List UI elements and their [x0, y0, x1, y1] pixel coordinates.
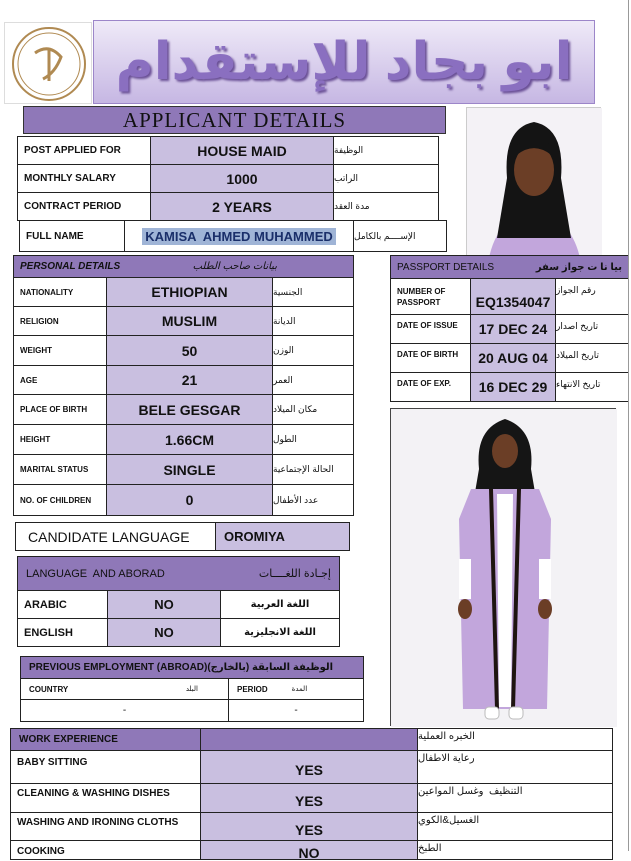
full-name-label: FULL NAME: [19, 220, 125, 252]
personal-details-title: PERSONAL DETAILS: [20, 261, 121, 272]
personal-details-header: [13, 255, 354, 278]
full-name-value: KAMISA AHMED MUHAMMED: [142, 228, 336, 245]
cooking-label-ar: الطبخ: [417, 840, 613, 860]
age-value: 21: [106, 365, 273, 395]
country-label: COUNTRY: [29, 684, 69, 694]
marital-status-label-ar: الحالة الإجتماعية: [272, 454, 354, 485]
place-of-birth-label-ar: مكان الميلاد: [272, 394, 354, 425]
period-value: -: [228, 699, 364, 722]
height-value: 1.66CM: [106, 424, 273, 455]
baby-sitting-label: BABY SITTING: [10, 750, 201, 784]
height-label: HEIGHT: [13, 424, 107, 455]
employment-header: [20, 656, 364, 679]
weight-value: 50: [106, 335, 273, 366]
cleaning-label-ar: التنظيف وغسل المواعين: [417, 783, 613, 813]
post-label: POST APPLIED FOR: [17, 136, 151, 165]
nationality-label-ar: الجنسية: [272, 277, 354, 307]
english-value: NO: [107, 618, 221, 647]
passport-dob-label-ar: تاريخ الميلاد: [555, 343, 629, 373]
passport-dob-value: 20 AUG 04: [470, 343, 556, 373]
passport-number-label: NUMBER OF PASSPORT: [390, 278, 471, 315]
company-name: ابو بجاد للإستقدام: [115, 33, 573, 91]
work-experience-title-ar: الخبره العملية: [417, 728, 613, 751]
contract-label-ar: مدة العقد: [333, 192, 439, 221]
date-of-expiry-label: DATE OF EXP.: [390, 372, 471, 402]
date-of-issue-label-ar: تاريخ اصدار: [555, 314, 629, 344]
work-experience-header-mid: [200, 728, 418, 751]
passport-details-header: [390, 255, 629, 279]
place-of-birth-value: BELE GESGAR: [106, 394, 273, 425]
marital-status-label: MARITAL STATUS: [13, 454, 107, 485]
cleaning-label: CLEANING & WASHING DISHES: [10, 783, 201, 813]
weight-label: WEIGHT: [13, 335, 107, 366]
arabic-label-ar: اللغة العربية: [220, 590, 340, 619]
washing-ironing-label: WASHING AND IRONING CLOTHS: [10, 812, 201, 841]
baby-sitting-value: YES: [200, 750, 418, 784]
applicant-portrait-photo: [466, 107, 601, 257]
post-label-ar: الوظيفة: [333, 136, 439, 165]
section-title-bar: [23, 106, 446, 134]
country-label-ar: البلد: [185, 686, 198, 693]
work-experience-title: WORK EXPERIENCE: [10, 728, 201, 751]
passport-dob-label: DATE OF BIRTH: [390, 343, 471, 373]
employment-title: PREVIOUS EMPLOYMENT (ABROAD)(بالخارج) الوظيفة السابقة: [29, 662, 334, 673]
age-label-ar: العمر: [272, 365, 354, 395]
weight-label-ar: الوزن: [272, 335, 354, 366]
contract-value: 2 YEARS: [150, 192, 334, 221]
candidate-language-label: CANDIDATE LANGUAGE: [15, 522, 216, 551]
post-value: HOUSE MAID: [150, 136, 334, 165]
arabic-label: ARABIC: [17, 590, 108, 619]
children-value: 0: [106, 484, 273, 516]
english-label: ENGLISH: [17, 618, 108, 647]
company-logo: [4, 22, 92, 104]
period-label-ar: المدة: [291, 686, 308, 693]
religion-label-ar: الديانة: [272, 306, 354, 336]
passport-number-label-ar: رقم الجواز: [555, 278, 629, 315]
language-header: [17, 556, 340, 591]
page-edge: [628, 0, 629, 851]
cooking-value: NO: [200, 840, 418, 860]
full-name-cell: [124, 220, 354, 252]
cooking-label: COOKING: [10, 840, 201, 860]
washing-ironing-value: YES: [200, 812, 418, 841]
applicant-full-body-photo: [390, 408, 616, 726]
english-label-ar: اللغة الانجليزية: [220, 618, 340, 647]
passport-details-table: [390, 278, 629, 404]
cleaning-value: YES: [200, 783, 418, 813]
personal-details-title-ar: بيانات صاحب الطلب: [192, 261, 277, 272]
baby-sitting-label-ar: رعاية الاطفال: [417, 750, 613, 784]
nationality-value: ETHIOPIAN: [106, 277, 273, 307]
contract-label: CONTRACT PERIOD: [17, 192, 151, 221]
salary-label-ar: الراتب: [333, 164, 439, 193]
salary-label: MONTHLY SALARY: [17, 164, 151, 193]
religion-label: RELIGION: [13, 306, 107, 336]
children-label-ar: عدد الأطفال: [272, 484, 354, 516]
candidate-language-value: OROMIYA: [215, 522, 350, 551]
date-of-expiry-label-ar: تاريخ الانتهاء: [555, 372, 629, 402]
passport-details-title-ar: بيا نا ت جواز سفر: [535, 261, 622, 273]
section-title: APPLICANT DETAILS: [122, 107, 347, 132]
country-header-cell: [20, 678, 229, 700]
period-header-cell: [228, 678, 364, 700]
country-value: -: [20, 699, 229, 722]
date-of-issue-value: 17 DEC 24: [470, 314, 556, 344]
date-of-issue-label: DATE OF ISSUE: [390, 314, 471, 344]
language-title-ar: إجـادة اللغــــات: [258, 568, 331, 580]
marital-status-value: SINGLE: [106, 454, 273, 485]
salary-value: 1000: [150, 164, 334, 193]
children-label: NO. OF CHILDREN: [13, 484, 107, 516]
date-of-expiry-value: 16 DEC 29: [470, 372, 556, 402]
arabic-value: NO: [107, 590, 221, 619]
passport-number-value: EQ1354047: [470, 278, 556, 315]
full-name-label-ar: الإســــم بالكامل: [353, 220, 447, 252]
religion-value: MUSLIM: [106, 306, 273, 336]
washing-ironing-label-ar: الغسيل&الكوي: [417, 812, 613, 841]
company-banner: [93, 20, 595, 104]
nationality-label: NATIONALITY: [13, 277, 107, 307]
logo-emblem-icon: [5, 23, 93, 105]
passport-details-title: PASSPORT DETAILS: [397, 261, 495, 273]
period-label: PERIOD: [237, 684, 268, 694]
age-label: AGE: [13, 365, 107, 395]
language-title: LANGUAGE AND ABORAD: [26, 567, 165, 580]
height-label-ar: الطول: [272, 424, 354, 455]
place-of-birth-label: PLACE OF BIRTH: [13, 394, 107, 425]
personal-details-table: [13, 277, 354, 517]
